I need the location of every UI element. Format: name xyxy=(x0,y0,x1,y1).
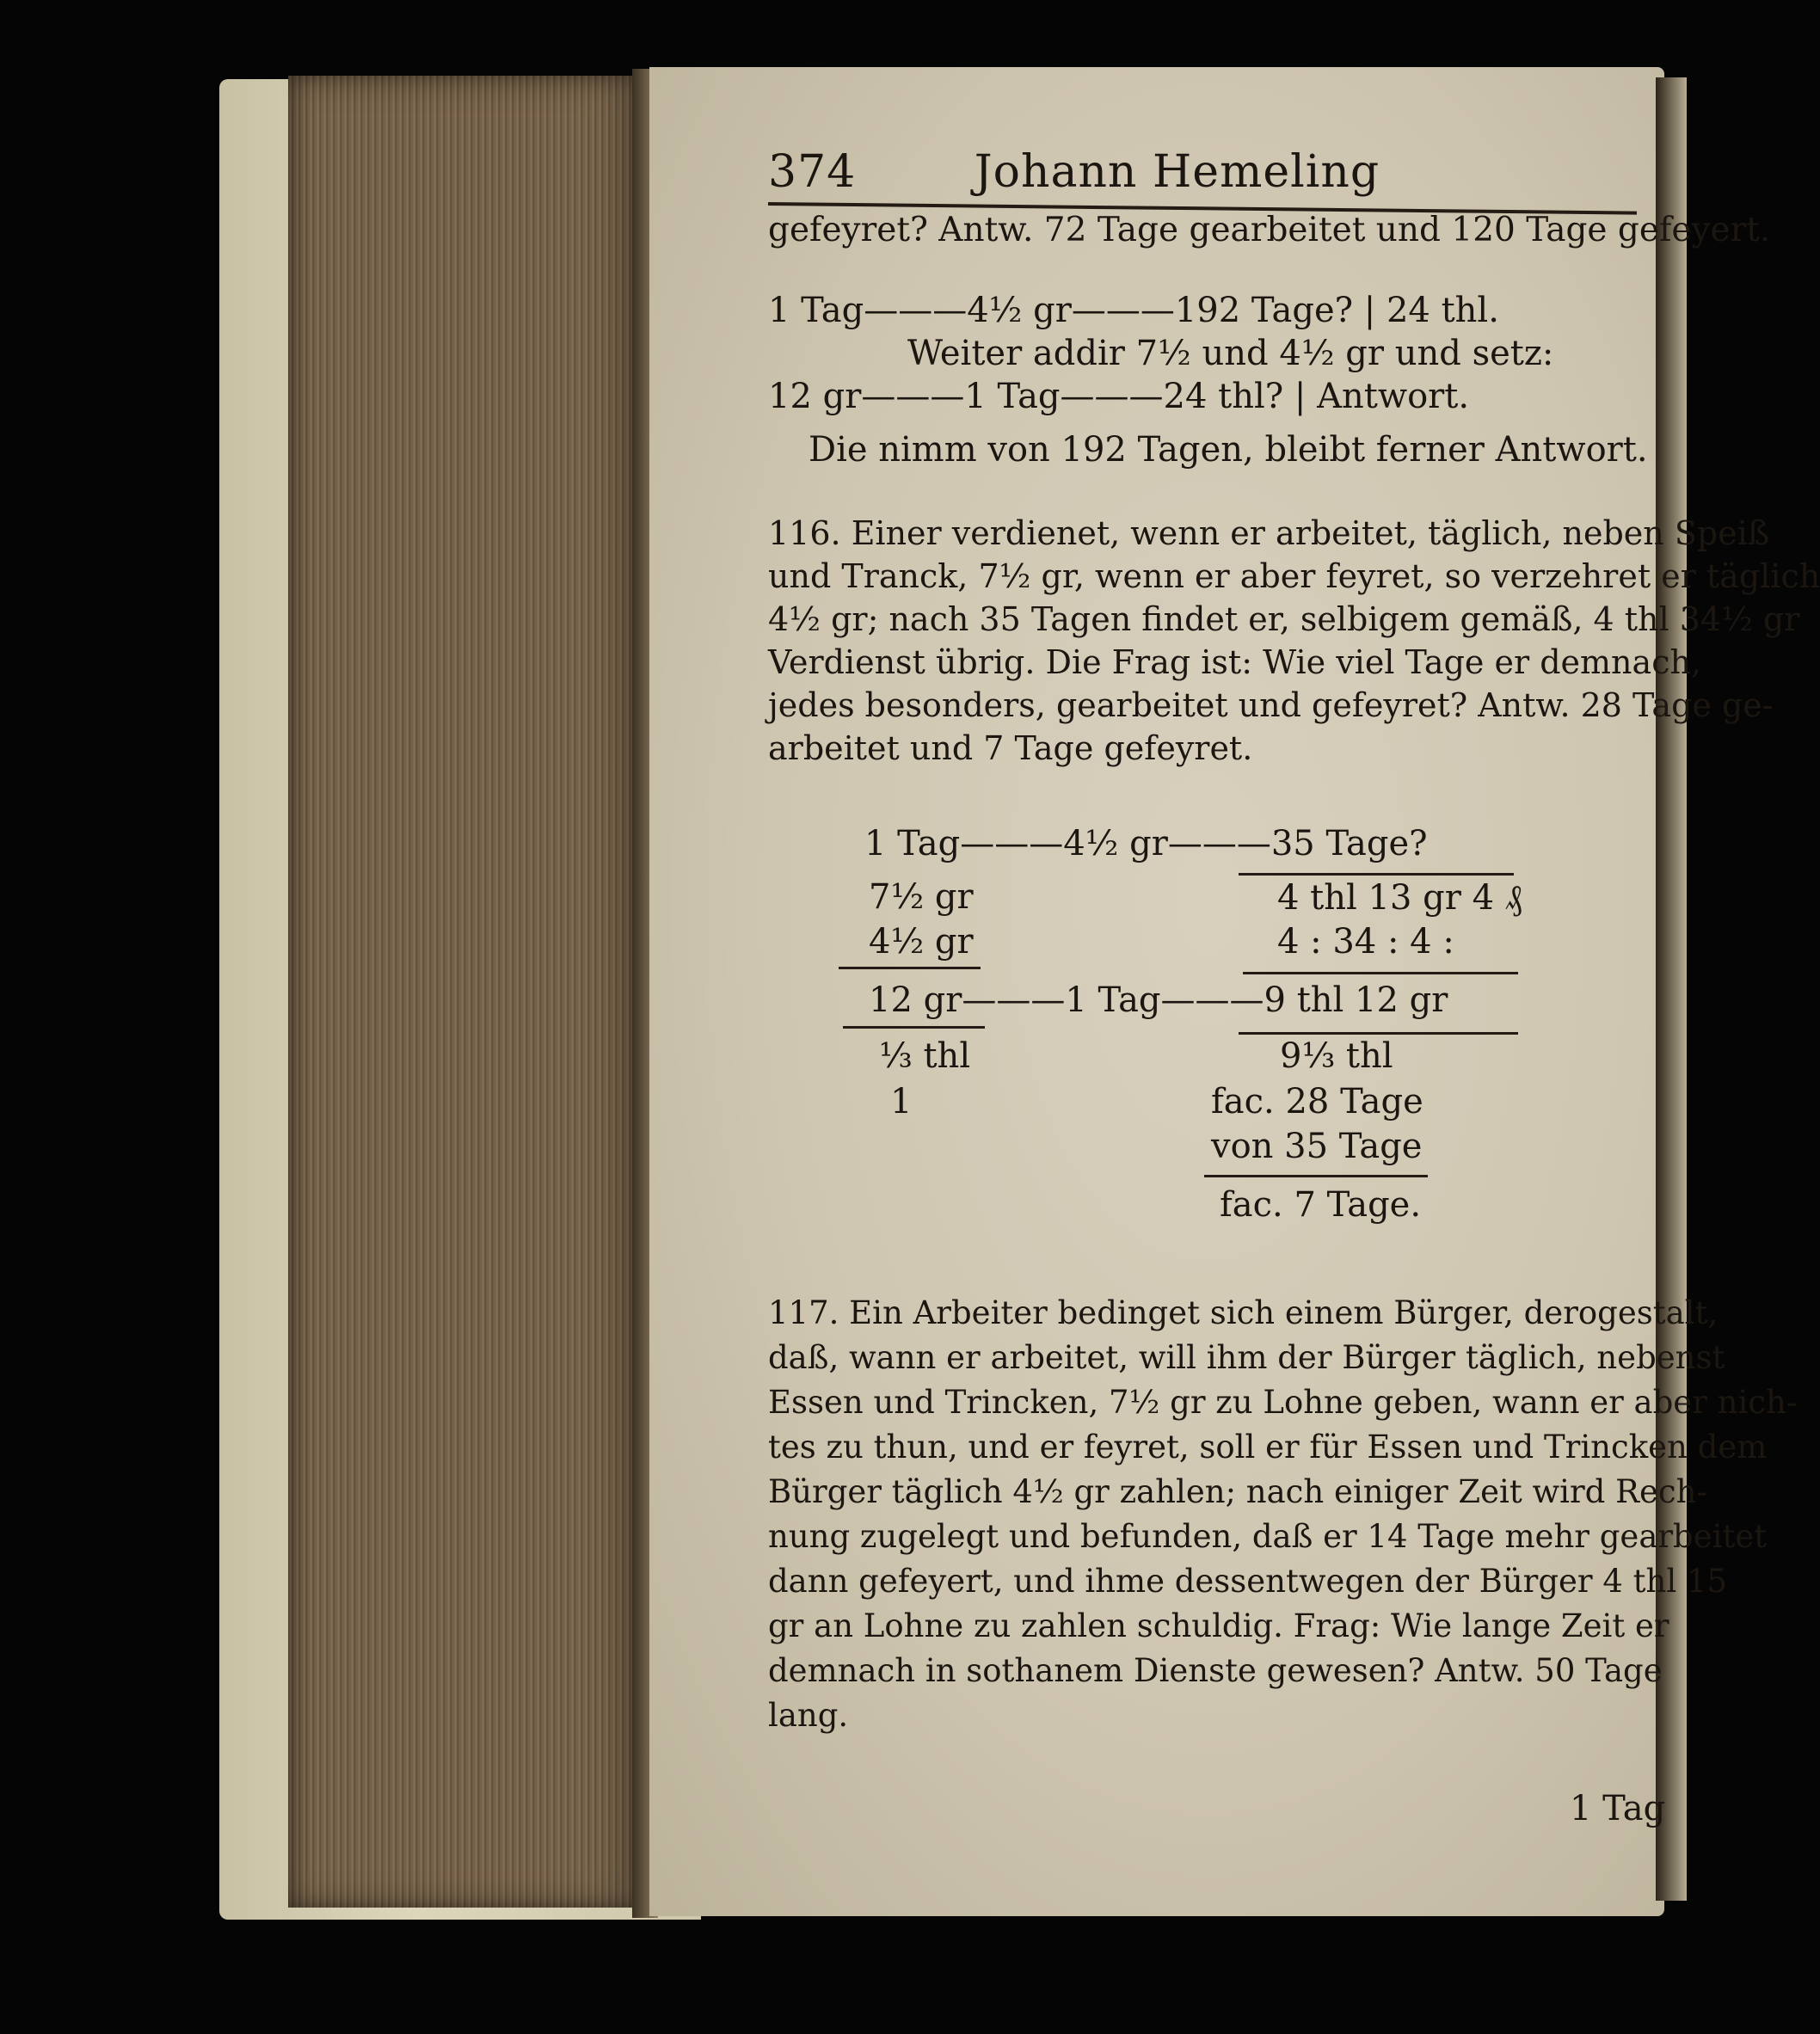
page-edges xyxy=(288,76,641,1908)
calc-right-a: 4 thl 13 gr 4 ₰ xyxy=(1277,878,1522,918)
problem-117-line: Bürger täglich 4½ gr zahlen; nach einiger Zeit wird Rech- xyxy=(768,1473,1707,1510)
catchword: 1 Tag xyxy=(1570,1789,1666,1828)
calc-line: Weiter addir 7½ und 4½ gr und setz: xyxy=(907,334,1554,373)
problem-116-line: 116. Einer verdienet, wenn er arbeitet, täglich, neben Speiß xyxy=(768,514,1770,552)
problem-116-line: Verdienst übrig. Die Frag ist: Wie viel Tage er demnach, xyxy=(768,643,1702,681)
problem-117-line: lang. xyxy=(768,1697,849,1734)
problem-117-line: tes zu thun, und er feyret, soll er für Essen und Trincken dem xyxy=(768,1429,1768,1466)
text-line: gefeyret? Antw. 72 Tage gearbeitet und 120 Tage gefeyert. xyxy=(768,211,1771,249)
problem-116-line: arbeitet und 7 Tage gefeyret. xyxy=(768,729,1253,767)
calc-line: 1 Tag———4½ gr———192 Tage? | 24 thl. xyxy=(768,291,1499,330)
calc-left-d: 1 xyxy=(890,1082,913,1121)
calc-rule xyxy=(1239,873,1514,876)
problem-117-line: Essen und Trincken, 7½ gr zu Lohne geben, wann er aber nich- xyxy=(768,1384,1798,1421)
problem-117-line: 117. Ein Arbeiter bedinget sich einem Bürger, derogestalt, xyxy=(768,1294,1719,1331)
calc-mid-row: 12 gr———1 Tag———9 thl 12 gr xyxy=(869,980,1448,1020)
problem-117-line: demnach in sothanem Dienste gewesen? Antw. 50 Tage xyxy=(768,1652,1663,1689)
problem-117-line: gr an Lohne zu zahlen schuldig. Frag: Wie lange Zeit er xyxy=(768,1607,1669,1644)
calc-rule xyxy=(1239,1032,1518,1035)
problem-117-line: daß, wann er arbeitet, will ihm der Bürger täglich, nebenst xyxy=(768,1339,1725,1376)
calc-line: 12 gr———1 Tag———24 thl? | Antwort. xyxy=(768,377,1470,416)
problem-116-line: 4½ gr; nach 35 Tagen findet er, selbigem gemäß, 4 thl 34½ gr xyxy=(768,600,1800,638)
calc-rule xyxy=(1204,1175,1428,1177)
calc-left-b: 4½ gr xyxy=(869,922,974,962)
calc-right-b: 4 : 34 : 4 : xyxy=(1277,922,1454,962)
calc-right-c: 9⅓ thl xyxy=(1280,1036,1393,1076)
calc-right-f: fac. 7 Tage. xyxy=(1220,1185,1422,1225)
calc-left-a: 7½ gr xyxy=(869,877,974,917)
calc-rule xyxy=(839,967,981,969)
problem-117-line: nung zugelegt und befunden, daß er 14 Tage mehr gearbeitet xyxy=(768,1518,1768,1555)
page-number: 374 xyxy=(768,146,857,198)
calc-rule xyxy=(1243,972,1518,974)
calc-right-e: von 35 Tage xyxy=(1211,1127,1423,1166)
problem-117-line: dann gefeyert, und ihme dessentwegen der Bürger 4 thl 15 xyxy=(768,1563,1728,1600)
problem-116-line: und Tranck, 7½ gr, wenn er aber feyret, so verzehret er täglich xyxy=(768,557,1820,595)
calc-top-row: 1 Tag———4½ gr———35 Tage? xyxy=(864,824,1428,863)
running-title: Johann Hemeling xyxy=(974,146,1380,198)
calc-left-c: ⅓ thl xyxy=(879,1036,971,1076)
text-line: Die nimm von 192 Tagen, bleibt ferner Antwort. xyxy=(809,430,1648,470)
problem-116-line: jedes besonders, gearbeitet und gefeyret? Antw. 28 Tage ge- xyxy=(768,686,1774,724)
calc-rule xyxy=(843,1026,985,1029)
running-head xyxy=(768,146,1380,198)
calc-right-d: fac. 28 Tage xyxy=(1211,1082,1423,1121)
